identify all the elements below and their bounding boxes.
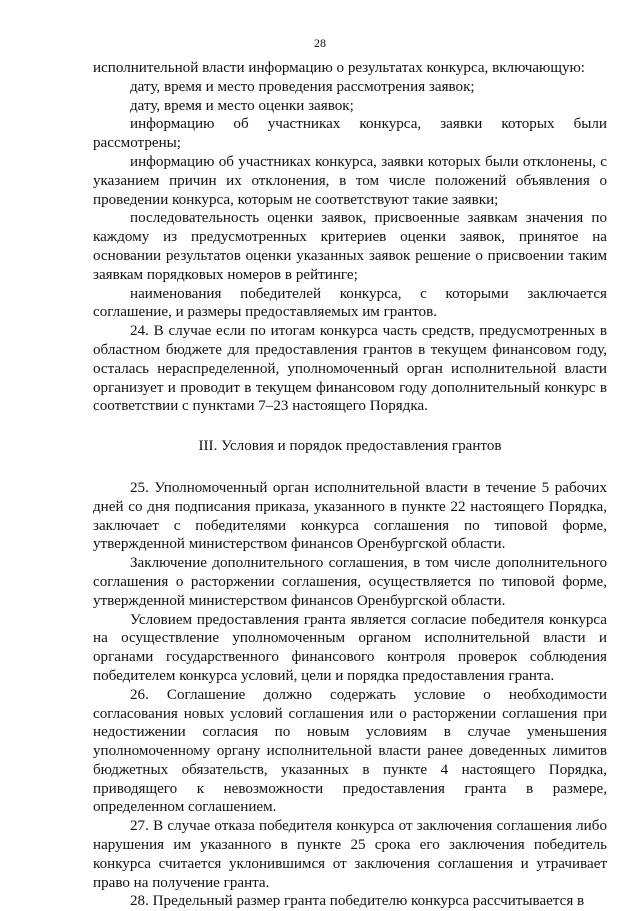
paragraph: исполнительной власти информацию о результатах конкурса, включающую:: [93, 60, 585, 76]
paragraph: 28. Предельный размер гранта победителю конкурса рассчитывается в: [130, 893, 585, 910]
paragraph: 25. Уполномоченный орган исполнительной власти в течение 5 рабочих дней со дня подписания приказа, указанного в пункте 22 настоящего Порядка, заключает с победителями конкурса соглашения по типовой форме, утвержденной министерством финансов Оренбургской области.: [93, 479, 607, 553]
paragraph: наименования победителей конкурса, с которыми заключается соглашение, и размеры предоставляемых им грантов.: [93, 285, 607, 321]
paragraph: последовательность оценки заявок, присвоенные заявкам значения по каждому из предусмотренных критериев оценки заявок, принятое на основании результатов оценки указанных заявок решение о присвоении таким заявкам порядковых номеров в рейтинге;: [93, 210, 607, 283]
paragraph: дату, время и место оценки заявок;: [130, 97, 354, 114]
paragraph: информацию об участниках конкурса, заявки которых были рассмотрены;: [93, 116, 607, 152]
page-number: 28: [314, 36, 326, 50]
paragraph: Заключение дополнительного соглашения, в том числе дополнительного соглашения о расторжении соглашения, осуществляется по типовой форме, утвержденной министерством финансов Оренбургской области.: [93, 555, 607, 609]
document-body: [93, 59, 607, 911]
paragraph: 26. Соглашение должно содержать условие о необходимости согласования новых условий соглашения или о расторжении соглашения при недостижении согласия по новым условиям в случае уменьшения уполномоченному органу исполнительной власти ранее доведенных лимитов бюджетных обязательств, указанных в пункте 4 настоящего Порядка, приводящего к невозможности предоставления гранта в размере, определенном соглашением.: [93, 686, 607, 816]
paragraph: информацию об участниках конкурса, заявки которых были отклонены, с указанием причин их отклонения, в том числе положений объявления о проведении конкурса, которым не соответствуют такие заявки;: [93, 153, 607, 208]
paragraph: 24. В случае если по итогам конкурса часть средств, предусмотренных в областном бюджете для предоставления грантов в текущем финансовом году, осталась нераспределенной, уполномоченный орган исполнительной власти организует и проводит в текущем финансовом году дополнительный конкурс в соответствии с пунктами 7–23 настоящего Порядка.: [93, 323, 607, 415]
paragraph: дату, время и место проведения рассмотрения заявок;: [130, 78, 475, 95]
paragraph: Условием предоставления гранта является согласие победителя конкурса на осуществление уполномоченным органом исполнительной власти и органами государственного финансового контроля проверок соблюдения победителем конкурса условий, цели и порядка предоставления гранта.: [93, 611, 607, 684]
section-heading: III. Условия и порядок предоставления грантов: [198, 438, 502, 455]
paragraph: 27. В случае отказа победителя конкурса от заключения соглашения либо нарушения им указанного в пункте 25 срока его заключения победитель конкурса считается уклонившимся от заключения соглашения и утрачивает право на получение гранта.: [93, 818, 607, 891]
